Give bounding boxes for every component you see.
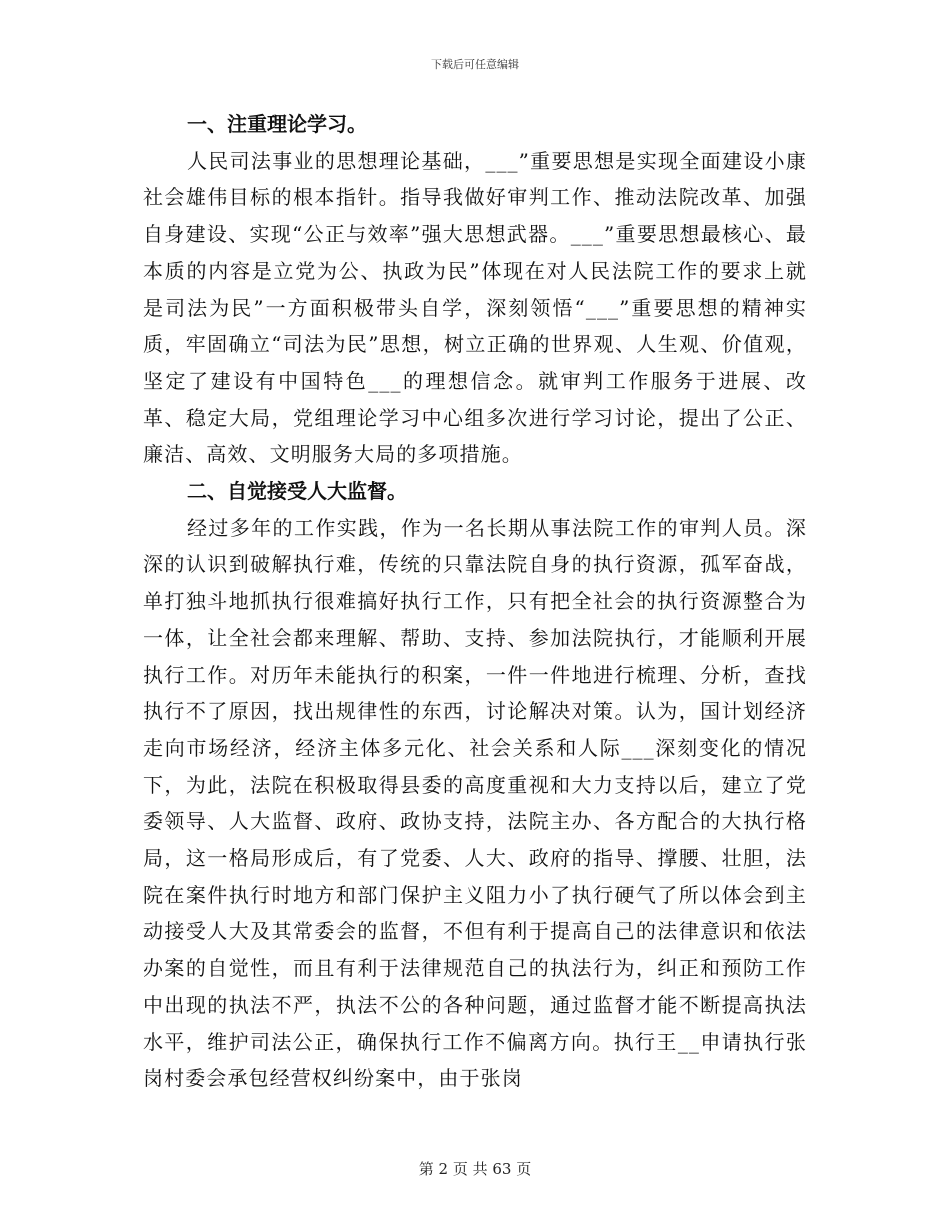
- section-heading-1: 一、注重理论学习。: [187, 112, 367, 136]
- header-note: 下载后可任意编辑: [431, 58, 519, 71]
- document-body: [143, 106, 807, 1097]
- section-paragraph-1: 人民司法事业的思想理论基础，___”重要思想是实现全面建设小康社会雄伟目标的根本指针。指导我做好审判工作、推动法院改革、加强自身建设、实现“公正与效率”强大思想武器。___”重要思想最核心、最本质的内容是立党为公、执政为民”体现在对人民法院工作的要求上就是司法为民”一方面积极带头自学，深刻领悟“___”重要思想的精神实质，牢固确立“司法为民”思想，树立正确的世界观、人生观、价值观，坚定了建设有中国特色___的理想信念。就审判工作服务于进展、改革、稳定大局，党组理论学习中心组多次进行学习讨论，提出了公正、廉洁、高效、文明服务大局的多项措施。: [143, 148, 807, 467]
- section-paragraph-2: 经过多年的工作实践，作为一名长期从事法院工作的审判人员。深深的认识到破解执行难，传统的只靠法院自身的执行资源，孤军奋战，单打独斗地抓执行很难搞好执行工作，只有把全社会的执行资源整合为一体，让全社会都来理解、帮助、支持、参加法院执行，才能顺利开展执行工作。对历年未能执行的积案，一件一件地进行梳理、分析，查找执行不了原因，找出规律性的东西，讨论解决对策。认为，国计划经济走向市场经济，经济主体多元化、社会关系和人际___深刻变化的情况下，为此，法院在积极取得县委的高度重视和大力支持以后，建立了党委领导、人大监督、政府、政协支持，法院主办、各方配合的大执行格局，这一格局形成后，有了党委、人大、政府的指导、撑腰、壮胆，法院在案件执行时地方和部门保护主义阻力小了执行硬气了所以体会到主动接受人大及其常委会的监督，不但有利于提高自己的法律意识和依法办案的自觉性，而且有利于法律规范自己的执法行为，纠正和预防工作中出现的执法不严，执法不公的各种问题，通过监督才能不断提高执法水平，维护司法公正，确保执行工作不偏离方向。执行王__申请执行张岗村委会承包经营权纠纷案中，由于张岗: [143, 515, 807, 1091]
- page-number: 第 2 页 共 63 页: [418, 1160, 532, 1178]
- section-heading-2: 二、自觉接受人大监督。: [187, 479, 407, 504]
